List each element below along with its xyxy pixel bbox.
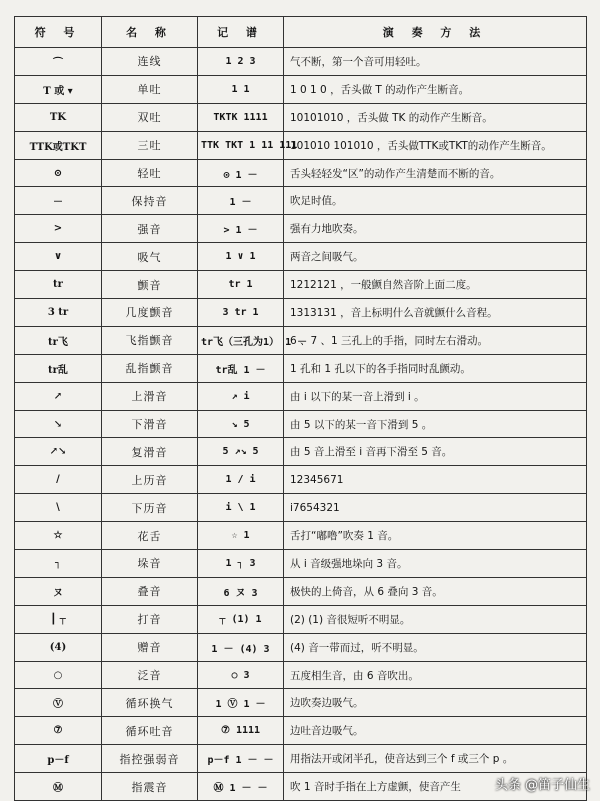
- row-symbol: ┐: [15, 550, 102, 578]
- row-method: 用指法开或闭半孔，使音达到三个 f 或三个 p 。: [284, 745, 587, 773]
- row-name: 颤音: [102, 271, 198, 299]
- row-method: 1313131 ，音上标明什么音就颤什么音程。: [284, 299, 587, 327]
- header-name: 名 称: [102, 17, 198, 48]
- row-symbol: ↗: [15, 382, 102, 410]
- row-method: 舌头轻轻发“区”的动作产生清楚而不断的音。: [284, 159, 587, 187]
- row-name: 飞指颤音: [102, 326, 198, 354]
- table-row: [15, 633, 587, 661]
- table-row: [15, 382, 587, 410]
- table-row: [15, 75, 587, 103]
- row-name: 循环吐音: [102, 717, 198, 745]
- row-symbol: ┃ ┬: [15, 605, 102, 633]
- row-notation: tr 1: [198, 271, 284, 299]
- row-name: 复滑音: [102, 438, 198, 466]
- row-notation: ↗ i: [198, 382, 284, 410]
- row-notation: Ⓜ 1 － －: [198, 773, 284, 801]
- row-symbol: ヌ: [15, 577, 102, 605]
- row-symbol: ⊙: [15, 159, 102, 187]
- table-row: [15, 354, 587, 382]
- row-symbol: \: [15, 494, 102, 522]
- row-symbol: TTK或TKT: [15, 131, 102, 159]
- table-row: [15, 215, 587, 243]
- row-method: 从 i 音级强地垛向 3 音。: [284, 550, 587, 578]
- row-method: 1212121 ，一般颤自然音阶上面二度。: [284, 271, 587, 299]
- row-notation: ⊙ 1 －: [198, 159, 284, 187]
- row-method: 1 孔和 1 孔以下的各手指同时乱颤动。: [284, 354, 587, 382]
- row-method: 由 i 以下的某一音上滑到 i 。: [284, 382, 587, 410]
- row-symbol: ⌒: [15, 48, 102, 76]
- row-method: (2) (1) 音很短听不明显。: [284, 605, 587, 633]
- row-name: 上滑音: [102, 382, 198, 410]
- technique-table-sheet: [14, 16, 586, 801]
- row-name: 指控强弱音: [102, 745, 198, 773]
- row-name: 强音: [102, 215, 198, 243]
- table-row: [15, 494, 587, 522]
- row-name: 轻吐: [102, 159, 198, 187]
- row-symbol: ☆: [15, 522, 102, 550]
- row-method: 两音之间吸气。: [284, 243, 587, 271]
- technique-table: [14, 16, 587, 801]
- row-method: 10101010 ，舌头做 TK 的动作产生断音。: [284, 103, 587, 131]
- table-row: [15, 131, 587, 159]
- row-symbol: 3 tr: [15, 299, 102, 327]
- row-name: 乱指颤音: [102, 354, 198, 382]
- table-row: [15, 103, 587, 131]
- table-row: [15, 159, 587, 187]
- table-row: [15, 438, 587, 466]
- table-row: [15, 605, 587, 633]
- row-notation: ↘ 5: [198, 410, 284, 438]
- row-method: 吹足时值。: [284, 187, 587, 215]
- row-symbol: ↗↘: [15, 438, 102, 466]
- row-name: 循环换气: [102, 689, 198, 717]
- row-notation: 1 Ⓥ 1 －: [198, 689, 284, 717]
- row-symbol: ∨: [15, 243, 102, 271]
- row-notation: > 1 －: [198, 215, 284, 243]
- row-method: 吹 1 音时手指在上方虚颤，使音产生: [284, 773, 587, 801]
- table-row: [15, 48, 587, 76]
- row-symbol: Ⓜ: [15, 773, 102, 801]
- row-method: 边吐音边吸气。: [284, 717, 587, 745]
- row-name: 下滑音: [102, 410, 198, 438]
- row-symbol: T 或 ▾: [15, 75, 102, 103]
- row-notation: i \ 1: [198, 494, 284, 522]
- table-row: [15, 410, 587, 438]
- row-name: 打音: [102, 605, 198, 633]
- row-method: 由 5 以下的某一音下滑到 5 。: [284, 410, 587, 438]
- row-name: 吸气: [102, 243, 198, 271]
- table-row: [15, 745, 587, 773]
- row-symbol: p－f: [15, 745, 102, 773]
- row-symbol: －: [15, 187, 102, 215]
- row-name: 花舌: [102, 522, 198, 550]
- row-method: 6 、7 、1 三孔上的手指，同时左右滑动。: [284, 326, 587, 354]
- row-method: 边吹奏边吸气。: [284, 689, 587, 717]
- table-header-row: [15, 17, 587, 48]
- row-notation: ⑦ 1111: [198, 717, 284, 745]
- watermark: 头条 @笛子仙生: [494, 778, 590, 793]
- row-symbol: Ⓥ: [15, 689, 102, 717]
- row-notation: tr飞（三孔为1） 1 －: [198, 326, 284, 354]
- row-notation: 1 ┐ 3: [198, 550, 284, 578]
- row-method: 1 0 1 0 ，舌头做 T 的动作产生断音。: [284, 75, 587, 103]
- row-name: 赠音: [102, 633, 198, 661]
- table-row: [15, 299, 587, 327]
- row-notation: TTK TKT 1 11 111: [198, 131, 284, 159]
- row-name: 指震音: [102, 773, 198, 801]
- row-notation: 3 tr 1: [198, 299, 284, 327]
- row-method: 舌打“嘟噜”吹奏 1 音。: [284, 522, 587, 550]
- table-row: [15, 550, 587, 578]
- row-name: 垛音: [102, 550, 198, 578]
- row-name: 单吐: [102, 75, 198, 103]
- row-symbol: tr飞: [15, 326, 102, 354]
- row-symbol: ↘: [15, 410, 102, 438]
- row-symbol: ○: [15, 661, 102, 689]
- row-name: 保持音: [102, 187, 198, 215]
- row-symbol: >: [15, 215, 102, 243]
- row-symbol: (4): [15, 633, 102, 661]
- table-row: [15, 689, 587, 717]
- row-notation: 6 ヌ 3: [198, 577, 284, 605]
- row-notation: 1 ∨ 1: [198, 243, 284, 271]
- row-notation: ┬ (1) 1: [198, 605, 284, 633]
- row-notation: TKTK 1111: [198, 103, 284, 131]
- table-row: [15, 717, 587, 745]
- row-name: 三吐: [102, 131, 198, 159]
- row-method: 气不断，第一个音可用轻吐。: [284, 48, 587, 76]
- row-name: 双吐: [102, 103, 198, 131]
- row-symbol: ⑦: [15, 717, 102, 745]
- row-method: 强有力地吹奏。: [284, 215, 587, 243]
- row-notation: 1 －: [198, 187, 284, 215]
- table-row: [15, 522, 587, 550]
- row-method: 101010 101010 ，舌头做TTK或TKT的动作产生断音。: [284, 131, 587, 159]
- row-notation: 1 / i: [198, 466, 284, 494]
- row-notation: ○ 3: [198, 661, 284, 689]
- row-method: 五度相生音，由 6 音吹出。: [284, 661, 587, 689]
- row-notation: p－f 1 － －: [198, 745, 284, 773]
- row-method: 12345671: [284, 466, 587, 494]
- row-method: (4) 音一带而过，听不明显。: [284, 633, 587, 661]
- row-method: 由 5 音上滑至 i 音再下滑至 5 音。: [284, 438, 587, 466]
- row-name: 几度颤音: [102, 299, 198, 327]
- table-row: [15, 243, 587, 271]
- row-method: 极快的上倚音，从 6 叠向 3 音。: [284, 577, 587, 605]
- row-name: 泛音: [102, 661, 198, 689]
- table-row: [15, 326, 587, 354]
- header-symbol: 符 号: [15, 17, 102, 48]
- table-body: [15, 48, 587, 801]
- row-name: 下历音: [102, 494, 198, 522]
- table-row: [15, 466, 587, 494]
- header-method: 演 奏 方 法: [284, 17, 587, 48]
- row-notation: 5 ↗↘ 5: [198, 438, 284, 466]
- row-notation: 1 － (4) 3: [198, 633, 284, 661]
- row-notation: 1 2 3: [198, 48, 284, 76]
- table-row: [15, 187, 587, 215]
- row-symbol: TK: [15, 103, 102, 131]
- table-row: [15, 271, 587, 299]
- table-row: [15, 577, 587, 605]
- row-symbol: tr: [15, 271, 102, 299]
- table-row: [15, 661, 587, 689]
- header-notation: 记 谱: [198, 17, 284, 48]
- row-notation: 1 1: [198, 75, 284, 103]
- row-name: 叠音: [102, 577, 198, 605]
- row-notation: ☆ 1: [198, 522, 284, 550]
- row-name: 连线: [102, 48, 198, 76]
- row-name: 上历音: [102, 466, 198, 494]
- row-symbol: tr乱: [15, 354, 102, 382]
- row-method: i7654321: [284, 494, 587, 522]
- row-symbol: /: [15, 466, 102, 494]
- row-notation: tr乱 1 －: [198, 354, 284, 382]
